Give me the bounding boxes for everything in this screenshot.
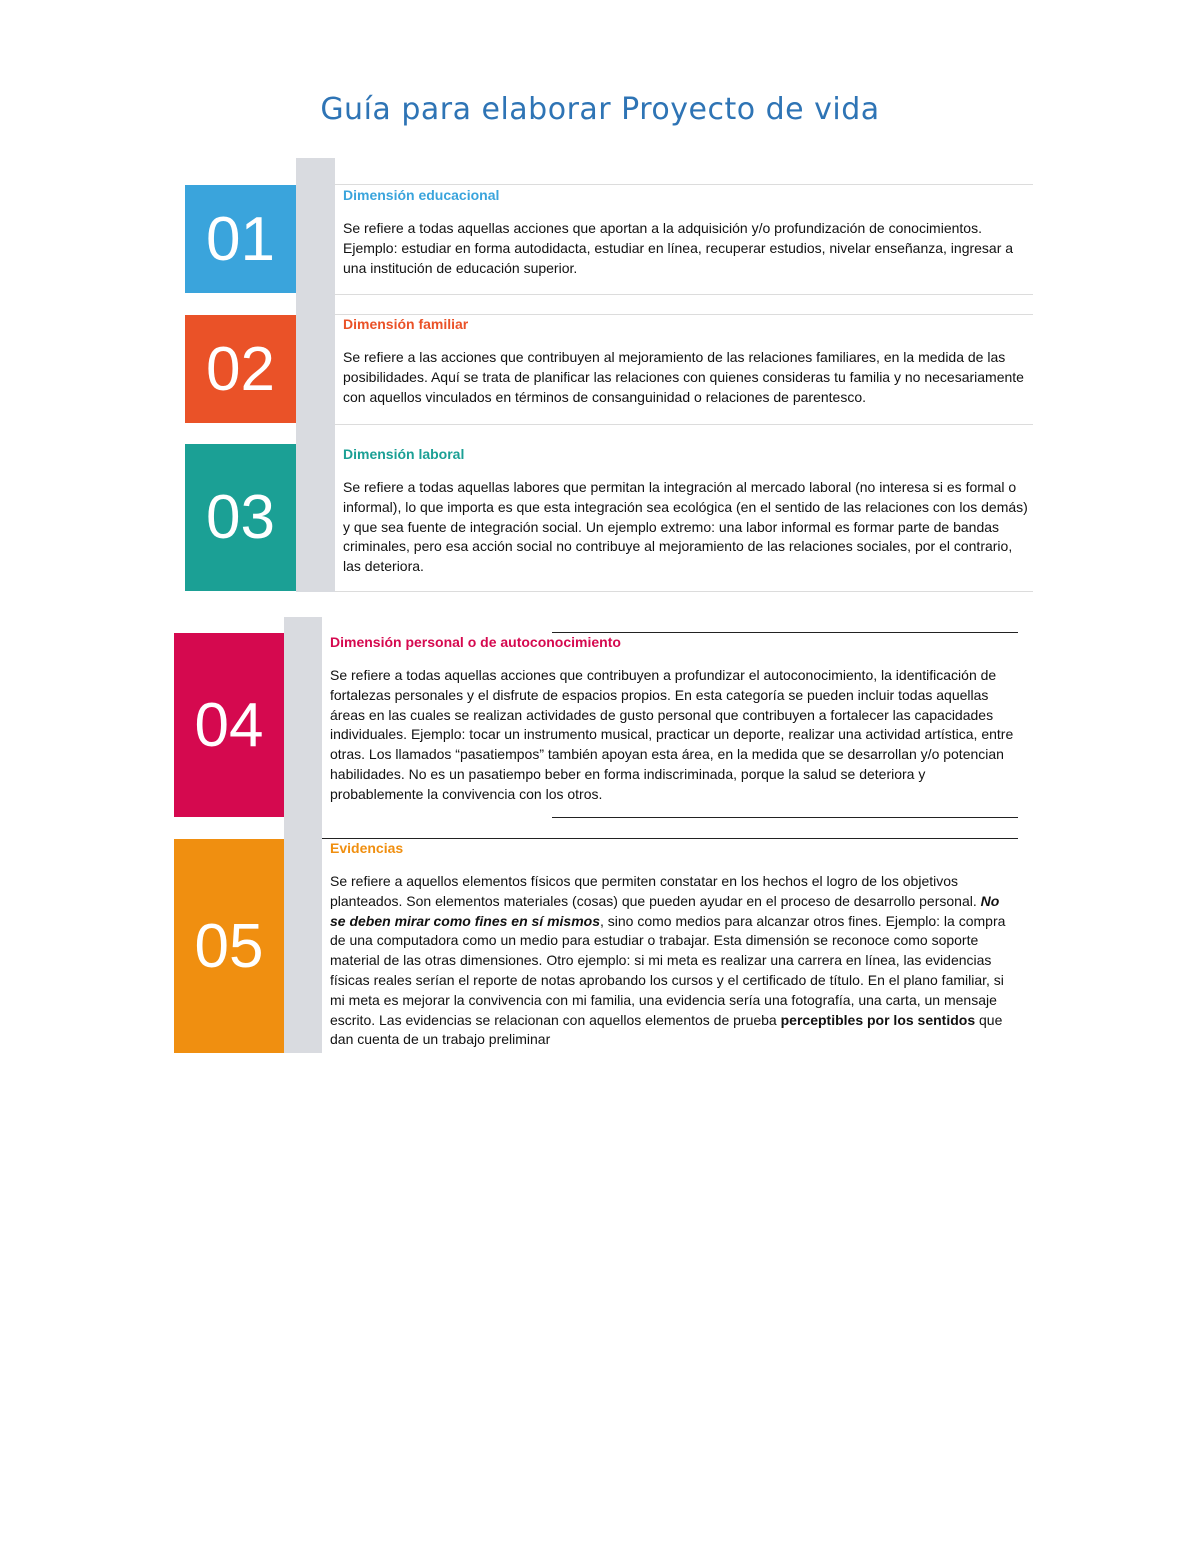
section-body: Se refiere a las acciones que contribuyen al mejoramiento de las relaciones familiares, en la medida de las posibilidades. Aquí se trata de planificar las relaciones con quienes consideras tu familia y no necesariamente con aquellos vinculados en términos de consanguinidad o relaciones de parentesco. <box>343 349 1024 405</box>
section-body: Se refiere a todas aquellas acciones que contribuyen a profundizar el autoconocimiento, la identificación de fortalezas personales y el disfrute de espacios propios. En esta categoría se pueden incluir todas aquellas áreas en las cuales se realizan actividades de gusto personal que contribuyen a fortalecer las capacidades individuales. Ejemplo: tocar un instrumento musical, practicar un deporte, realizar una actividad artística, entre otras. Los llamados “pasatiempos” también apoyan esta área, en la medida que se desarrollan y/o potencian habilidades. No es un pasatiempo beber en forma indiscriminada, porque la salud se deteriora y probablemente la convivencia con los otros. <box>330 667 1014 802</box>
section-heading: Dimensión familiar <box>343 316 469 332</box>
timeline-bar-top <box>296 158 335 592</box>
timeline-bar-bottom <box>284 617 322 1053</box>
section-heading: Dimensión educacional <box>343 187 500 203</box>
divider <box>335 591 1033 592</box>
section-laboral <box>343 446 1029 577</box>
section-educacional <box>343 187 1029 278</box>
body-text: Se refiere a aquellos elementos físicos que permiten constatar en los hechos el logro de los objetivos planteados. Son elementos materiales (cosas) que pueden ayudar en el proceso de desarrollo personal. <box>330 873 981 909</box>
divider <box>335 424 1033 425</box>
section-heading: Dimensión personal o de autoconocimiento <box>330 634 621 650</box>
divider <box>335 294 1033 295</box>
section-heading: Dimensión laboral <box>343 446 465 462</box>
section-personal <box>330 634 1016 805</box>
divider <box>322 838 1018 839</box>
divider <box>335 314 1033 315</box>
divider <box>552 817 1018 818</box>
section-body: Se refiere a todas aquellas labores que permitan la integración al mercado laboral (no interesa si es formal o informal), lo que importa es que esta integración sea ecológica (en el sentido de las relaciones con los demás) y que sea fuente de integración social. Un ejemplo extremo: una labor informal es formar parte de bandas criminales, pero esa acción social no contribuye al mejoramiento de las relaciones sociales, por el contrario, las deteriora. <box>343 479 1028 575</box>
body-bold: perceptibles por los sentidos <box>780 1011 976 1028</box>
section-body: Se refiere a todas aquellas acciones que aportan a la adquisición y/o profundización de conocimientos. Ejemplo: estudiar en forma autodidacta, estudiar en línea, recuperar estudios, nivelar enseñanza, ingresar a una institución de educación superior. <box>343 220 1014 276</box>
section-number-05: 05 <box>174 839 284 1053</box>
body-text: , sino como medios para alcanzar otros fines. Ejemplo: la compra de una computadora como un medio para estudiar o trabajar. Esta dimensión se reconoce como soporte material de las otras dimensiones. Otro ejemplo: si mi meta es realizar una carrera en línea, las evidencias físicas reales serían el reporte de notas aprobando los cursos y el certificado de título. En el plano familiar, si mi meta es mejorar la convivencia con mi familia, una evidencia sería una fotografía, una carta, un mensaje escrito. Las evidencias se relacionan con aquellos elementos de prueba <box>330 912 1006 1028</box>
section-heading: Evidencias <box>330 840 404 856</box>
divider <box>552 632 1018 633</box>
page-title: Guía para elaborar Proyecto de vida <box>320 92 880 127</box>
body-emphasis: No se deben mirar como fines en sí mismos <box>330 892 1000 929</box>
section-number-01: 01 <box>185 185 296 293</box>
section-number-04: 04 <box>174 633 284 817</box>
section-body <box>330 872 1016 1050</box>
section-familiar <box>343 316 1029 407</box>
body-text: que dan cuenta de un trabajo preliminar <box>330 1011 1003 1048</box>
section-evidencias <box>330 840 1016 1050</box>
section-number-03: 03 <box>185 444 296 591</box>
divider <box>335 184 1033 185</box>
section-number-02: 02 <box>185 315 296 423</box>
